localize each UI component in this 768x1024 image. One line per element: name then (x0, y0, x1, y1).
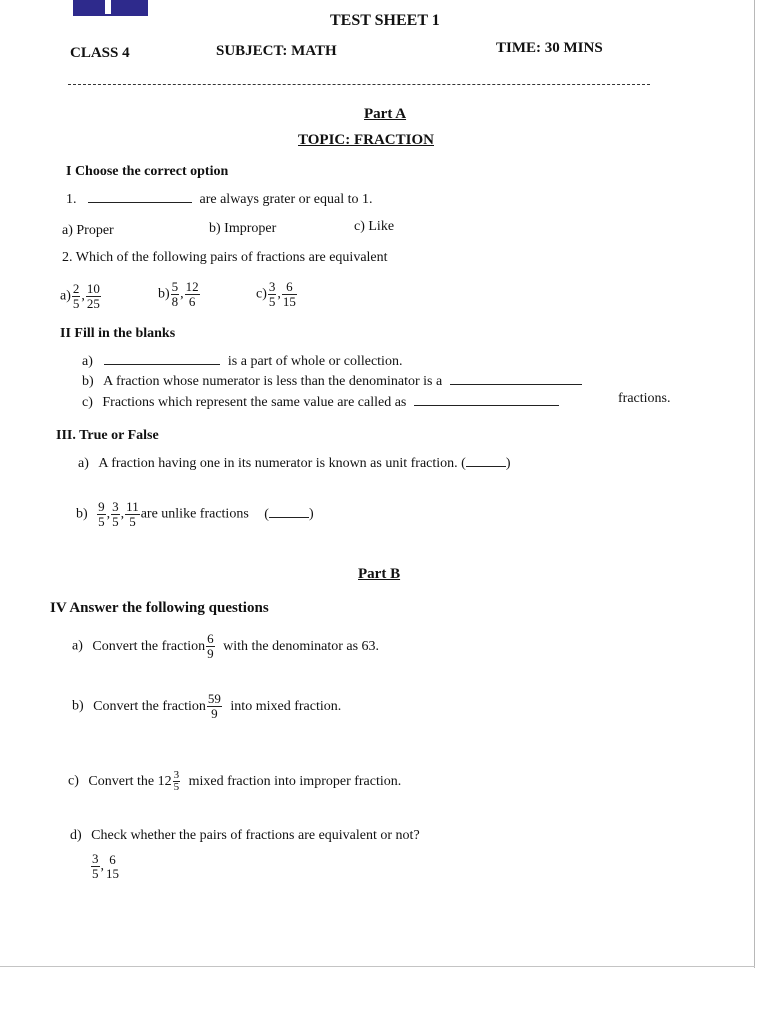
fraction-numerator: 9 (98, 499, 105, 514)
tf-b-close: ) (308, 506, 314, 522)
tf-b: b) $\frac{9}{5}$ , $\frac{3}{5}$ , $\frac{11}{5}$ are unlike fractions ( ) (76, 499, 314, 529)
time-label: TIME: 30 MINS (496, 40, 603, 56)
tf-a-blank (466, 466, 506, 467)
class-label: CLASS 4 (70, 45, 130, 61)
ans-c (68, 770, 401, 793)
tf-b-label: b) (76, 506, 88, 522)
q2-option-a: a) $\frac{2}{5}$ , $\frac{10}{25}$ (60, 281, 100, 311)
q1 (66, 192, 372, 208)
fill-c-text: Fractions which represent the same value are called as (102, 395, 407, 410)
tf-b-blank (269, 517, 309, 518)
fraction-numerator: 10 (86, 281, 100, 296)
q2-text: 2. Which of the following pairs of fractions are equivalent (62, 250, 388, 265)
tf-a-text: A fraction having one in its numerator is known as unit fraction. ( (98, 456, 466, 471)
fraction-denominator: 5 (92, 866, 99, 881)
q2-option-b-label: b) (158, 286, 170, 302)
ans-b-after: into mixed fraction. (230, 698, 342, 714)
fraction-numerator: 5 (171, 279, 179, 294)
fraction-numerator: 3 (268, 279, 276, 294)
ans-a-label: a) (72, 638, 83, 654)
page-bottom-edge (0, 966, 755, 967)
fraction-numerator: 11 (126, 499, 139, 514)
fill-b-blank (450, 384, 582, 385)
fraction-numerator: 3 (92, 851, 99, 866)
ans-c-after: mixed fraction into improper fraction. (188, 773, 402, 789)
fraction-numerator: 6 (207, 631, 214, 646)
section-2-heading: II Fill in the blanks (60, 326, 176, 341)
fill-c-blank (414, 405, 559, 406)
tf-a (78, 456, 510, 472)
part-b-heading: Part B (358, 566, 401, 582)
q1-option-a: a) Proper (62, 223, 114, 238)
fraction-denominator: 8 (171, 294, 179, 309)
q2-option-c: c) $\frac{3}{5}$ , $\frac{6}{15}$ (256, 279, 296, 309)
ans-d-label: d) (70, 828, 82, 843)
fraction-denominator: 5 (112, 514, 119, 529)
ans-a-after: with the denominator as 63. (223, 638, 380, 654)
ans-b-text: Convert the fraction (93, 698, 206, 714)
page-right-edge (754, 0, 755, 968)
fraction-numerator: 3 (173, 769, 180, 781)
fraction-numerator: 6 (109, 851, 116, 867)
logo-mark (105, 0, 111, 14)
fraction-denominator: 5 (173, 781, 180, 793)
q1-option-b: b) Improper (209, 221, 277, 236)
q2-option-b: b) $\frac{5}{8}$ , $\frac{12}{6}$ (158, 279, 199, 309)
fraction-denominator: 5 (72, 296, 80, 311)
header-divider (68, 84, 650, 85)
ans-b (72, 692, 341, 721)
q1-option-c: c) Like (354, 219, 395, 234)
tf-a-label: a) (78, 456, 89, 471)
fraction-numerator: 2 (72, 281, 80, 296)
fraction-numerator: 3 (112, 499, 119, 514)
school-logo (73, 0, 148, 16)
fill-c-end: fractions. (618, 391, 671, 406)
q1-blank (88, 202, 192, 203)
ans-d-text: Check whether the pairs of fractions are equivalent or not? (91, 828, 420, 843)
fraction-denominator: 9 (211, 706, 218, 721)
fraction-denominator: 25 (86, 296, 100, 311)
fraction-numerator: 59 (207, 691, 221, 706)
ans-c-label: c) (68, 773, 79, 789)
fill-a (82, 354, 402, 370)
fill-a-label: a) (82, 354, 93, 369)
subject-label: SUBJECT: MATH (216, 43, 337, 59)
tf-b-text: are unlike fractions (140, 506, 249, 522)
ans-c-text: Convert the 12 (88, 773, 172, 789)
fraction-denominator: 6 (188, 294, 196, 309)
part-a-heading: Part A (364, 106, 407, 122)
fill-c (82, 395, 559, 411)
fraction-denominator: 15 (282, 294, 296, 309)
fill-b-label: b) (82, 374, 94, 389)
ans-d-fractions: $\frac{3}{5}$ , 6 15 (92, 851, 119, 881)
fill-b (82, 374, 582, 390)
fraction-denominator: 5 (268, 294, 276, 309)
fill-b-text: A fraction whose numerator is less than the denominator is a (103, 374, 443, 389)
section-4-heading: IV Answer the following questions (50, 600, 269, 616)
ans-d (70, 828, 420, 844)
fill-a-text: is a part of whole or collection. (227, 354, 403, 369)
fraction-denominator: 5 (98, 514, 105, 529)
topic-heading: TOPIC: FRACTION (298, 132, 434, 148)
ans-a (72, 632, 379, 661)
q1-text: are always grater or equal to 1. (199, 192, 373, 207)
section-1-heading: I Choose the correct option (66, 164, 229, 179)
q2-option-c-label: c) (256, 286, 267, 302)
fraction-denominator: 5 (129, 514, 136, 529)
fill-a-blank (104, 364, 220, 365)
fraction-numerator: 12 (185, 279, 199, 294)
section-3-heading: III. True or False (56, 428, 159, 443)
tf-a-close: ) (505, 456, 511, 471)
ans-b-label: b) (72, 698, 84, 714)
ans-a-text: Convert the fraction (92, 638, 206, 654)
q1-number: 1. (66, 192, 77, 207)
sheet-title: TEST SHEET 1 (330, 12, 440, 29)
fraction-denominator: 15 (106, 865, 119, 881)
q2-option-a-label: a) (60, 288, 71, 304)
tf-b-open: ( (264, 506, 269, 522)
fraction-numerator: 6 (282, 280, 297, 295)
fraction-denominator: 9 (207, 646, 214, 661)
fill-c-label: c) (82, 395, 93, 410)
